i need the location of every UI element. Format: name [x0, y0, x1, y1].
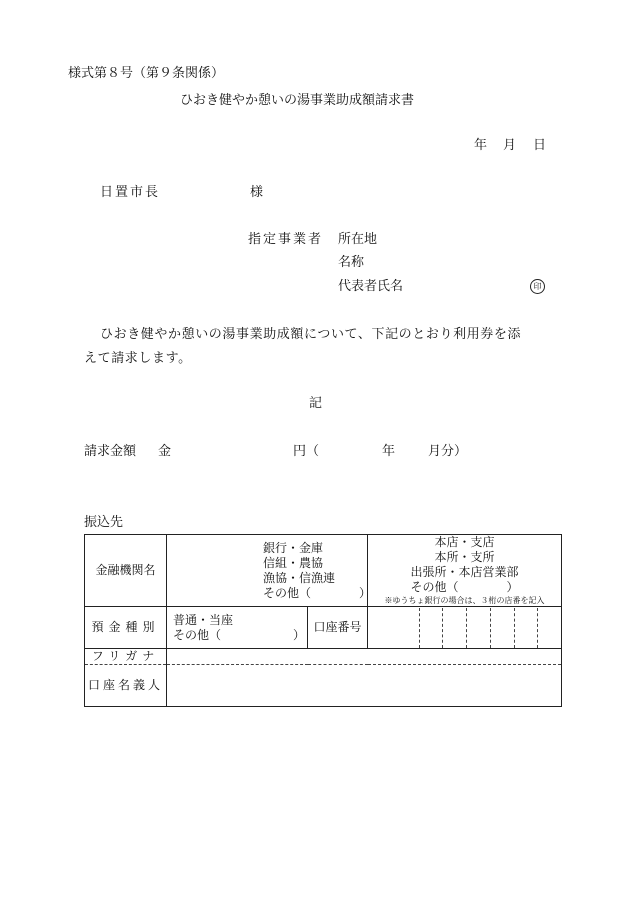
- branch-type-2: 本所・支所: [434, 550, 495, 564]
- bank-transfer-table: [84, 534, 562, 707]
- deposit-type-cell[interactable]: [167, 607, 308, 649]
- account-number-field[interactable]: [368, 607, 562, 649]
- operator-address-label: 所在地: [338, 232, 378, 247]
- branch-type-1: 本店・支店: [434, 535, 495, 549]
- institution-type-3: 漁協・信漁連: [263, 570, 336, 585]
- transfer-heading: 振込先: [84, 515, 124, 530]
- account-digit-4[interactable]: [467, 608, 491, 648]
- body-line-1: ひおき健やか憩いの湯事業助成額について、下記のとおり利用券を添: [100, 327, 522, 342]
- holder-label: 口座名義人: [87, 678, 163, 692]
- furigana-label-cell: [85, 649, 167, 665]
- branch-note: ※ゆうちょ銀行の場合は、３桁の店番を記入: [384, 596, 545, 605]
- form-number: 様式第８号（第９条関係）: [68, 66, 225, 81]
- account-digit-3[interactable]: [443, 608, 467, 648]
- addressee-honorific: 様: [250, 185, 264, 200]
- institution-label: 金融機関名: [95, 563, 156, 577]
- ki-heading: 記: [309, 396, 323, 411]
- account-digit-2[interactable]: [420, 608, 444, 648]
- account-digit-1[interactable]: [396, 608, 420, 648]
- branch-type-cell[interactable]: [368, 535, 562, 607]
- claim-month: 月分）: [428, 444, 468, 459]
- holder-name-field[interactable]: [167, 665, 562, 707]
- addressee-name: 日置市長: [100, 185, 161, 200]
- institution-type-1: 銀行・金庫: [263, 540, 324, 555]
- date-month-label: 月: [503, 138, 517, 153]
- institution-type-cell[interactable]: [167, 535, 372, 607]
- deposit-type-2: その他（ ）: [173, 627, 306, 642]
- claim-yen: 円（: [293, 444, 320, 459]
- institution-type-2: 信組・農協: [263, 555, 324, 570]
- page-title: ひおき健やか憩いの湯事業助成額請求書: [180, 93, 415, 108]
- institution-type-4: その他（ ）: [263, 585, 372, 600]
- account-digit-6[interactable]: [515, 608, 539, 648]
- seal-mark: 印: [530, 279, 545, 294]
- claim-year: 年: [382, 444, 396, 459]
- account-digit-7[interactable]: [538, 608, 561, 648]
- branch-type-3: 出張所・本店営業部: [410, 565, 519, 579]
- branch-type-4: その他（ ）: [410, 580, 519, 594]
- operator-heading: 指定事業者: [248, 232, 324, 247]
- account-number-label-cell: [308, 607, 368, 649]
- date-day-label: 日: [533, 138, 547, 153]
- institution-label-cell: [85, 535, 167, 607]
- deposit-label-cell: [85, 607, 167, 649]
- date-year-label: 年: [474, 138, 488, 153]
- claim-kin: 金: [158, 444, 172, 459]
- furigana-field[interactable]: [167, 649, 562, 665]
- account-digit-5[interactable]: [491, 608, 515, 648]
- holder-label-cell: [85, 665, 167, 707]
- body-line-2: えて請求します。: [84, 351, 192, 366]
- furigana-label: フリガナ: [91, 649, 160, 663]
- operator-name-label: 名称: [338, 255, 365, 270]
- account-number-label: 口座番号: [313, 620, 362, 634]
- operator-rep-label: 代表者氏名: [338, 279, 404, 294]
- claim-label: 請求金額: [84, 444, 137, 459]
- deposit-type-1: 普通・当座: [173, 612, 234, 627]
- deposit-label: 預金種別: [91, 620, 160, 634]
